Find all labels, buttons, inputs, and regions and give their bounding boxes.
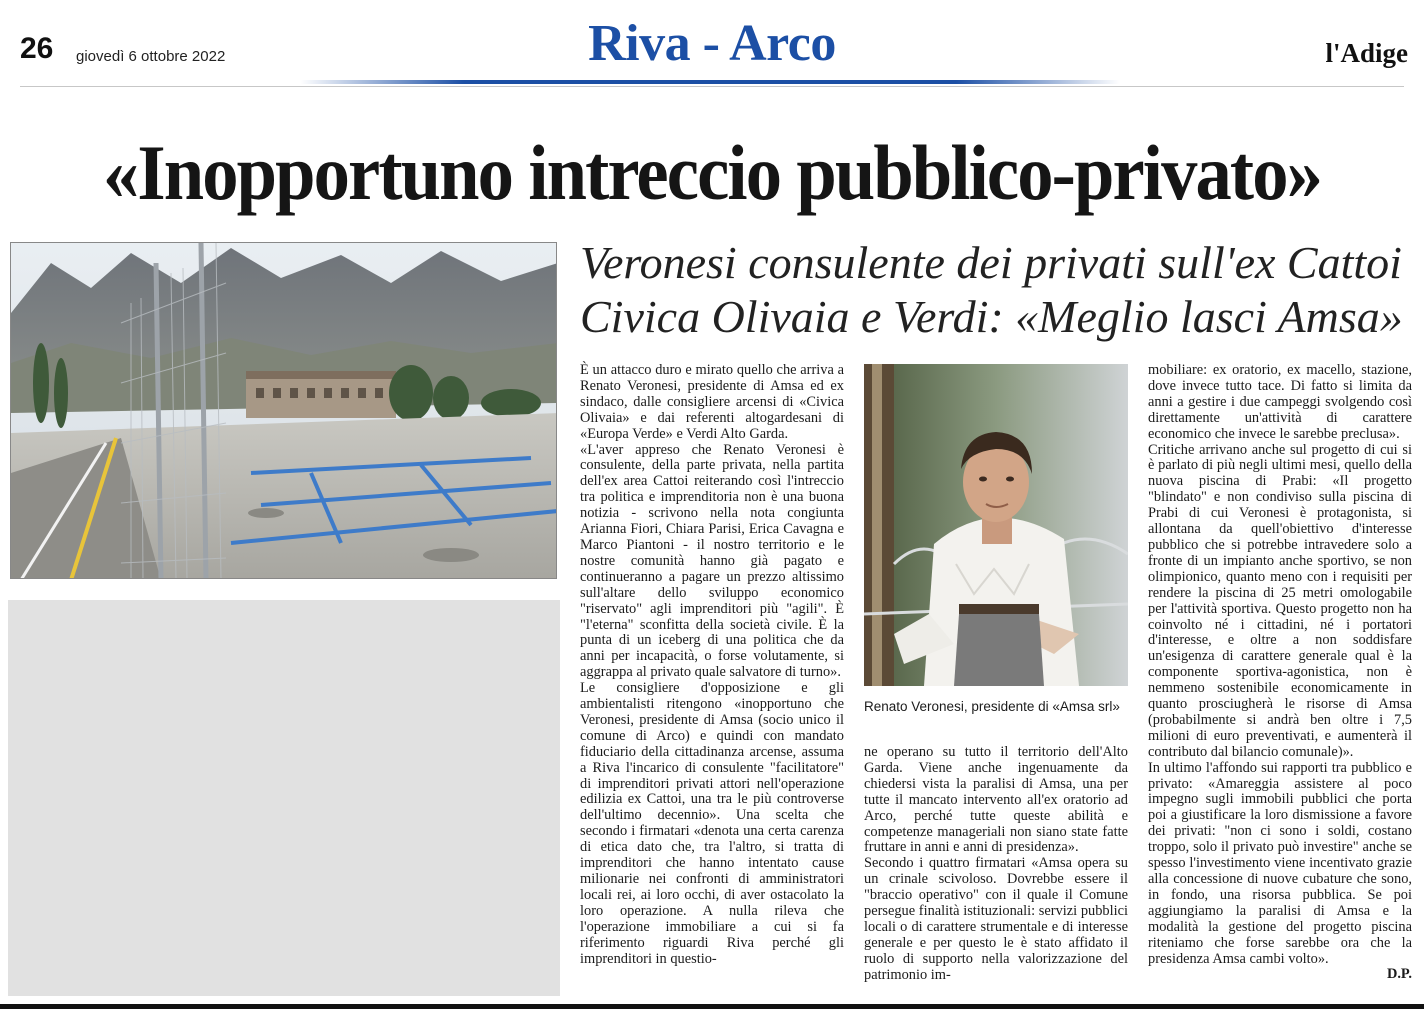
paragraph: ne operano su tutto il territorio dell'Alto Garda. Viene anche ingenuamente da chiedersi vista la paralisi di Amsa, una per tutte il mancato intervento all'ex oratorio ad Arco, perché tutte queste abilità e competenze manageriali non siano state fatte fruttare in anni e anni di presidenza». — [864, 744, 1128, 856]
paragraph: «L'aver appreso che Renato Veronesi è consulente, della parte privata, nella partita dell'ex area Cattoi reiterando così l'intreccio tra politica e imprenditoria non è una buona notizia - scrivono nella nota congiunta Arianna Fiori, Chiara Parisi, Erica Cavagna e Marco Piantoni - il nostro territorio e le nostre comunità hanno già pagato e continueranno a pagare un prezzo altissimo sull'altare dello sviluppo economico "riservato" agli imprenditori più "agili". È "l'eterna" sconfitta della società civile. È la punta di un iceberg di una politica che da anni per incapacità, o forse volutamente, si aggrappa al privato quale salvatore di turno». — [580, 441, 844, 681]
newspaper-logo: l'Adige — [1325, 38, 1408, 68]
paragraph: Critiche arrivano anche sul progetto di cui si è parlato di più negli ultimi mesi, quello della nuova piscina di Prabi: «Il progetto "blindato" e non condiviso sulla piscina di Prabi di cui Veronesi è protagonista, si allontana da quell'obiettivo d'interesse pubblico che si potrebbe intravedere solo a fronte di un impianto anche sportivo, se non olimpionico, quanto meno con i requisiti per rendere la piscina di 25 metri omologabile per l'attività sportiva. Questo progetto non ha coinvolto né i cittadini, né i portatori d'interesse, e oltre a non soddisfare un'esigenza di carattere generale qual è la componente sportiva-agonistica, non è nemmeno sostenibile economicamente in quanto prosciugherà le risorse di Amsa (probabilmente si andrà ben oltre i 7,5 milioni di euro preventivati, e aumenterà il contributo dal bilancio comunale)». — [1148, 441, 1412, 760]
header-thin-rule — [20, 86, 1404, 87]
author-signature: D.P. — [1386, 966, 1412, 983]
paragraph: In ultimo l'affondo sui rapporti tra pubblico e privato: «Amareggia assistere al poco impegno sugli immobili pubblici che porta poi a giustificare la loro dismissione a favore dei privati: "non ci sono i soldi, costano troppo, solo il privato può investire" anche se spesso l'investimento viene incentivato grazie alla concessione di nuove cubature che sono, in fondo, una risorsa pubblica. Se poi aggiungiamo la paralisi di Amsa e la modalità la gestione del progetto piscina riteniamo che forse sarebbe ora che la presidenza Amsa cambi volto». — [1148, 759, 1412, 967]
bottom-rule — [0, 1004, 1424, 1009]
portrait-photo — [864, 364, 1128, 686]
parking-lot-photo-illustration — [11, 243, 557, 579]
paragraph: Le consigliere d'opposizione e gli ambientalisti ritengono «inopportuno che Veronesi, presidente di Amsa (socio unico il comune di Arco) e quindi con mandato fiduciario della cittadinanza arcense, assuma a Riva l'incarico di consulente "facilitatore" di imprenditori privati attori nell'operazione edilizia ex Cattoi, una tra le più controverse dell'ultimo decennio». Una scelta che secondo i firmatari «denota una certa carenza di etica dato che, tra l'altro, si tratta di imprenditori che hanno intentato cause milionarie nei confronti di amministratori locali rei, ai loro occhi, di aver ostacolato la loro operazione. A nulla rileva che l'operazione immobiliare a cui si fa riferimento riguardi Riva perché gli imprenditori in questio- — [580, 680, 844, 967]
subhead-line-2: Civica Olivaia e Verdi: «Meglio lasci Amsa» — [580, 291, 1403, 342]
article-column-1 — [580, 363, 844, 967]
grey-placeholder-block — [8, 600, 560, 996]
page-date: giovedì 6 ottobre 2022 — [76, 48, 226, 65]
subheadline — [580, 236, 1416, 344]
page-number: 26 — [20, 32, 54, 65]
portrait-illustration — [864, 364, 1128, 686]
paragraph: Secondo i quattro firmatari «Amsa opera su un crinale scivoloso. Dovrebbe essere il "braccio operativo" con il quale il Comune persegue finalità istituzionali: servizi pubblici locali o di carattere strumentale e di interesse generale e per questo le è stato affidato il ruolo di supporto nella valorizzazione del patrimonio im- — [864, 855, 1128, 983]
paragraph: È un attacco duro e mirato quello che arriva a Renato Veronesi, presidente di Amsa ed ex sindaco, dalle consigliere arcensi di «Civica Olivaia» e dai referenti altogardesani di «Europa Verde» e Verdi Alto Garda. — [580, 362, 844, 442]
headline: «Inopportuno intreccio pubblico-privato» — [102, 129, 1322, 216]
photo-caption: Renato Veronesi, presidente di «Amsa srl» — [864, 699, 1120, 714]
subhead-line-1: Veronesi consulente dei privati sull'ex Cattoi — [580, 237, 1402, 288]
main-photo — [10, 242, 557, 579]
section-title: Riva - Arco — [588, 15, 836, 72]
article-column-3 — [1148, 363, 1412, 983]
article-column-2 — [864, 745, 1128, 984]
paragraph: mobiliare: ex oratorio, ex macello, stazione, dove invece tutto tace. Di fatto si limita da anni a gestire i due campeggi svolgendo così direttamente un'attività di carattere economico che invece le sarebbe preclusa». — [1148, 362, 1412, 442]
header-rule — [300, 80, 1120, 84]
